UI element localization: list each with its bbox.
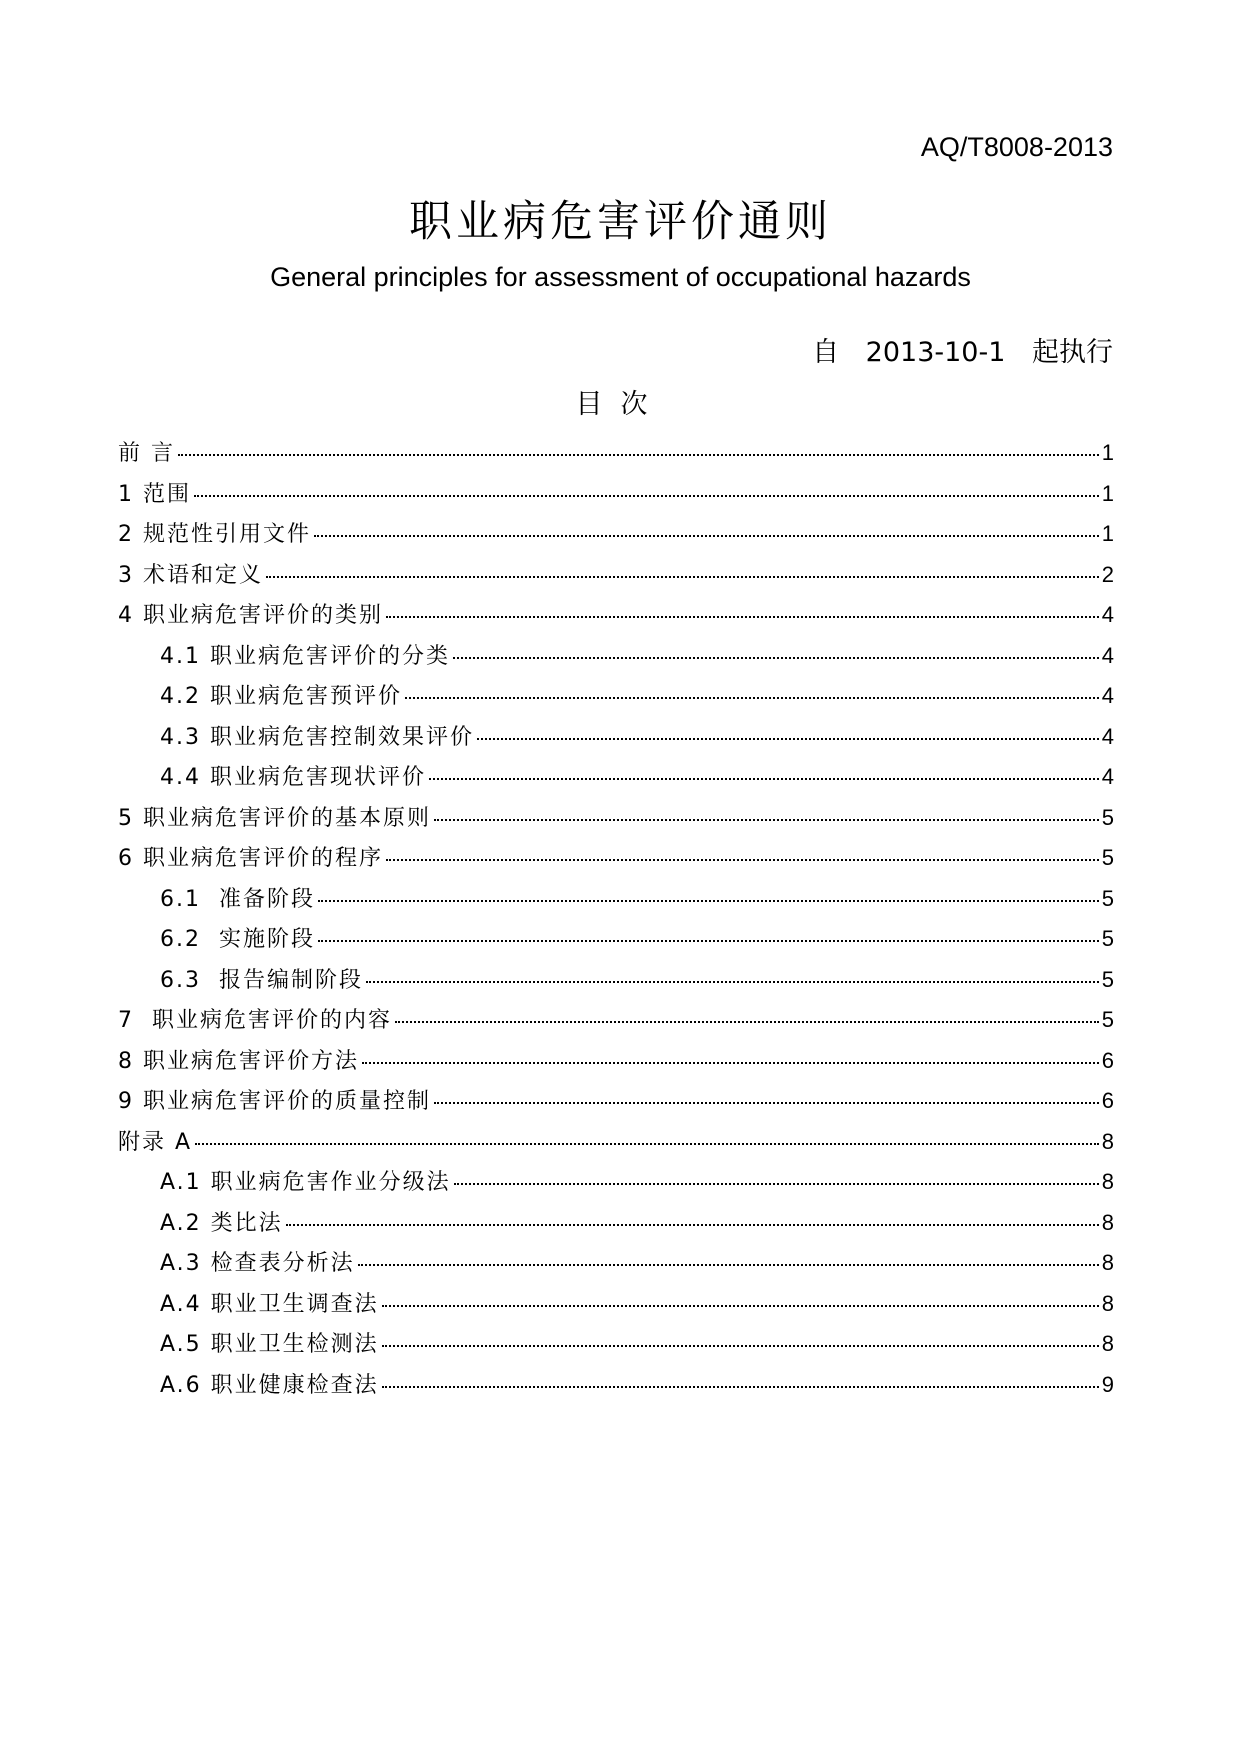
toc-entry-label: A.6 职业健康检查法 <box>160 1372 379 1398</box>
toc-entry[interactable] <box>118 1044 1114 1085</box>
toc-entry[interactable] <box>118 1246 1114 1287</box>
toc-entry-page: 5 <box>1101 804 1114 830</box>
toc-dot-leader <box>195 1143 1099 1145</box>
toc-entry-label: 6.3 报告编制阶段 <box>160 967 363 993</box>
toc-entry-label: 附录 A <box>118 1129 193 1155</box>
effective-suffix: 起执行 <box>1032 337 1113 368</box>
toc-entry[interactable] <box>118 1287 1114 1328</box>
toc-dot-leader <box>318 940 1099 942</box>
toc-entry[interactable] <box>118 760 1114 801</box>
toc-entry[interactable] <box>118 801 1114 842</box>
toc-entry-label: 4.1 职业病危害评价的分类 <box>160 643 450 669</box>
toc-entry-label: 7 职业病危害评价的内容 <box>118 1008 392 1033</box>
toc-entry-label: 前 言 <box>118 441 175 466</box>
toc-entry[interactable] <box>118 639 1114 680</box>
toc-entry[interactable] <box>118 1165 1114 1206</box>
toc-dot-leader <box>386 616 1099 618</box>
toc-entry[interactable] <box>118 558 1114 599</box>
toc-entry-label: A.1 职业病危害作业分级法 <box>160 1170 451 1195</box>
toc-entry-label: 4.4 职业病危害现状评价 <box>160 765 426 790</box>
toc-dot-leader <box>318 900 1099 902</box>
toc-dot-leader <box>453 657 1099 659</box>
toc-entry[interactable] <box>118 1368 1114 1409</box>
toc-entry-label: 4.3 职业病危害控制效果评价 <box>160 724 474 750</box>
toc-dot-leader <box>266 576 1099 578</box>
toc-entry[interactable] <box>118 922 1114 963</box>
toc-entry-label: 4.2 职业病危害预评价 <box>160 684 402 709</box>
toc-entry-page: 5 <box>1101 845 1114 870</box>
toc-entry-page: 4 <box>1101 642 1114 668</box>
toc-dot-leader <box>395 1021 1099 1023</box>
toc-entry-page: 5 <box>1101 1007 1114 1032</box>
toc-entry-page: 4 <box>1101 683 1114 708</box>
toc-entry-page: 4 <box>1101 723 1114 749</box>
toc-entry-label: 5 职业病危害评价的基本原则 <box>118 805 431 831</box>
toc-entry-label: 1 范围 <box>118 481 191 507</box>
toc-entry[interactable] <box>118 963 1114 1004</box>
toc-dot-leader <box>366 981 1099 983</box>
toc-dot-leader <box>178 454 1099 456</box>
toc-entry-label: A.3 检查表分析法 <box>160 1251 355 1276</box>
standard-number: AQ/T8008-2013 <box>920 132 1113 162</box>
toc-entry[interactable] <box>118 1327 1114 1368</box>
toc-entry[interactable] <box>118 841 1114 882</box>
toc-entry[interactable] <box>118 720 1114 761</box>
toc-entry[interactable] <box>118 436 1114 477</box>
toc-entry-page: 1 <box>1101 440 1114 465</box>
toc-entry-label: A.2 类比法 <box>160 1210 283 1236</box>
toc-entry-page: 9 <box>1101 1371 1114 1397</box>
toc-entry-page: 1 <box>1101 521 1114 546</box>
toc-entry[interactable] <box>118 517 1114 558</box>
toc-entry-label: 9 职业病危害评价的质量控制 <box>118 1089 431 1114</box>
toc-entry-page: 5 <box>1101 966 1114 992</box>
toc-dot-leader <box>477 738 1099 740</box>
toc-entry-page: 4 <box>1101 764 1114 789</box>
document-title-english: General principles for assessment of occupational hazards <box>270 262 971 292</box>
toc-entry-label: 6.1 准备阶段 <box>160 886 315 912</box>
toc-entry-page: 8 <box>1101 1331 1114 1356</box>
toc-dot-leader <box>382 1386 1099 1388</box>
toc-entry-label: 6.2 实施阶段 <box>160 927 315 952</box>
toc-dot-leader <box>434 1102 1099 1104</box>
toc-entry-page: 6 <box>1101 1088 1114 1113</box>
toc-entry[interactable] <box>118 477 1114 518</box>
toc-entry-page: 1 <box>1101 480 1114 506</box>
toc-dot-leader <box>362 1062 1099 1064</box>
toc-entry-page: 8 <box>1101 1290 1114 1316</box>
toc-dot-leader <box>358 1264 1099 1266</box>
toc-entry[interactable] <box>118 679 1114 720</box>
toc-dot-leader <box>194 495 1099 497</box>
effective-date-line <box>812 330 1113 369</box>
toc-entry[interactable] <box>118 1003 1114 1044</box>
toc-heading: 目次 <box>575 389 666 420</box>
toc-dot-leader <box>429 778 1099 780</box>
toc-entry-page: 2 <box>1101 561 1114 587</box>
toc-entry-page: 4 <box>1101 602 1114 627</box>
toc-entry-label: A.5 职业卫生检测法 <box>160 1332 379 1357</box>
toc-entry-page: 8 <box>1101 1169 1114 1194</box>
toc-dot-leader <box>382 1305 1099 1307</box>
toc-entry-label: 2 规范性引用文件 <box>118 522 311 547</box>
document-title: 职业病危害评价通则 <box>409 197 832 247</box>
toc-dot-leader <box>382 1345 1099 1347</box>
toc-dot-leader <box>286 1224 1099 1226</box>
toc-entry-label: 4 职业病危害评价的类别 <box>118 603 383 628</box>
toc-dot-leader <box>405 697 1099 699</box>
toc-entry[interactable] <box>118 1206 1114 1247</box>
toc-dot-leader <box>386 859 1099 861</box>
table-of-contents <box>118 436 1114 1408</box>
toc-entry[interactable] <box>118 598 1114 639</box>
toc-entry[interactable] <box>118 1125 1114 1166</box>
toc-entry-page: 5 <box>1101 885 1114 911</box>
toc-dot-leader <box>454 1183 1099 1185</box>
toc-entry-page: 5 <box>1101 926 1114 951</box>
toc-entry-page: 8 <box>1101 1250 1114 1275</box>
toc-entry-label: 3 术语和定义 <box>118 562 263 588</box>
toc-entry-page: 8 <box>1101 1209 1114 1235</box>
toc-dot-leader <box>314 535 1099 537</box>
toc-dot-leader <box>434 819 1099 821</box>
effective-prefix: 自 <box>812 337 840 368</box>
toc-entry-page: 6 <box>1101 1047 1114 1073</box>
toc-entry-label: A.4 职业卫生调查法 <box>160 1291 379 1317</box>
toc-entry[interactable] <box>118 882 1114 923</box>
toc-entry-page: 8 <box>1101 1128 1114 1154</box>
effective-date: 2013-10-1 <box>865 337 1006 368</box>
toc-entry[interactable] <box>118 1084 1114 1125</box>
toc-entry-label: 8 职业病危害评价方法 <box>118 1048 359 1074</box>
toc-entry-label: 6 职业病危害评价的程序 <box>118 846 383 871</box>
